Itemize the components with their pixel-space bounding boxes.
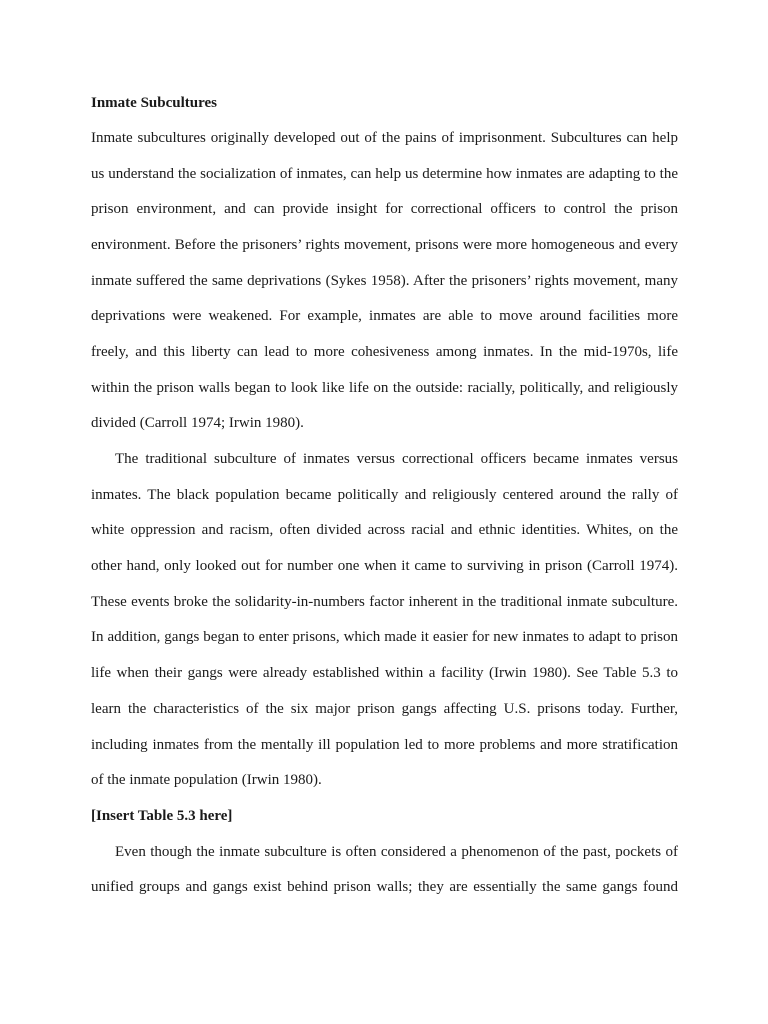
- paragraph-1-line: Inmate subcultures originally developed out of the pains of imprisonment. Subcultures can help: [91, 130, 678, 146]
- paragraph-3-line: unified groups and gangs exist behind prison walls; they are essentially the same gangs found: [91, 879, 678, 895]
- paragraph-2-line: other hand, only looked out for number one when it came to surviving in prison (Carroll 1974).: [91, 558, 678, 574]
- paragraph-2-line: learn the characteristics of the six major prison gangs affecting U.S. prisons today. Further,: [91, 701, 678, 717]
- paragraph-1-line: environment. Before the prisoners’ rights movement, prisons were more homogeneous and every: [91, 237, 678, 253]
- paragraph-1-line: within the prison walls began to look like life on the outside: racially, politically, and religiously: [91, 380, 678, 396]
- paragraph-2-line: inmates. The black population became politically and religiously centered around the rally of: [91, 487, 678, 503]
- paragraph-2-line: white oppression and racism, often divided across racial and ethnic identities. Whites, on the: [91, 522, 678, 538]
- section-heading: Inmate Subcultures: [91, 95, 217, 111]
- paragraph-2-line: These events broke the solidarity-in-numbers factor inherent in the traditional inmate subculture.: [91, 594, 678, 610]
- paragraph-1-line: deprivations were weakened. For example, inmates are able to move around facilities more: [91, 308, 678, 324]
- paragraph-1-line: us understand the socialization of inmates, can help us determine how inmates are adapting to the: [91, 166, 678, 182]
- paragraph-2-line: In addition, gangs began to enter prisons, which made it easier for new inmates to adapt to prison: [91, 629, 678, 645]
- paragraph-1-line: divided (Carroll 1974; Irwin 1980).: [91, 415, 304, 431]
- paragraph-2-line: The traditional subculture of inmates versus correctional officers became inmates versus: [115, 451, 678, 467]
- table-placeholder-note: [Insert Table 5.3 here]: [91, 808, 233, 824]
- paragraph-1-line: inmate suffered the same deprivations (Sykes 1958). After the prisoners’ rights movement, many: [91, 273, 678, 289]
- paragraph-2-line: of the inmate population (Irwin 1980).: [91, 772, 322, 788]
- paragraph-2-line: life when their gangs were already established within a facility (Irwin 1980). See Table 5.3 to: [91, 665, 678, 681]
- paragraph-2-line: including inmates from the mentally ill population led to more problems and more stratification: [91, 737, 678, 753]
- paragraph-1-line: prison environment, and can provide insight for correctional officers to control the prison: [91, 201, 678, 217]
- paragraph-1-line: freely, and this liberty can lead to more cohesiveness among inmates. In the mid-1970s, life: [91, 344, 678, 360]
- paragraph-3-line: Even though the inmate subculture is often considered a phenomenon of the past, pockets of: [115, 844, 678, 860]
